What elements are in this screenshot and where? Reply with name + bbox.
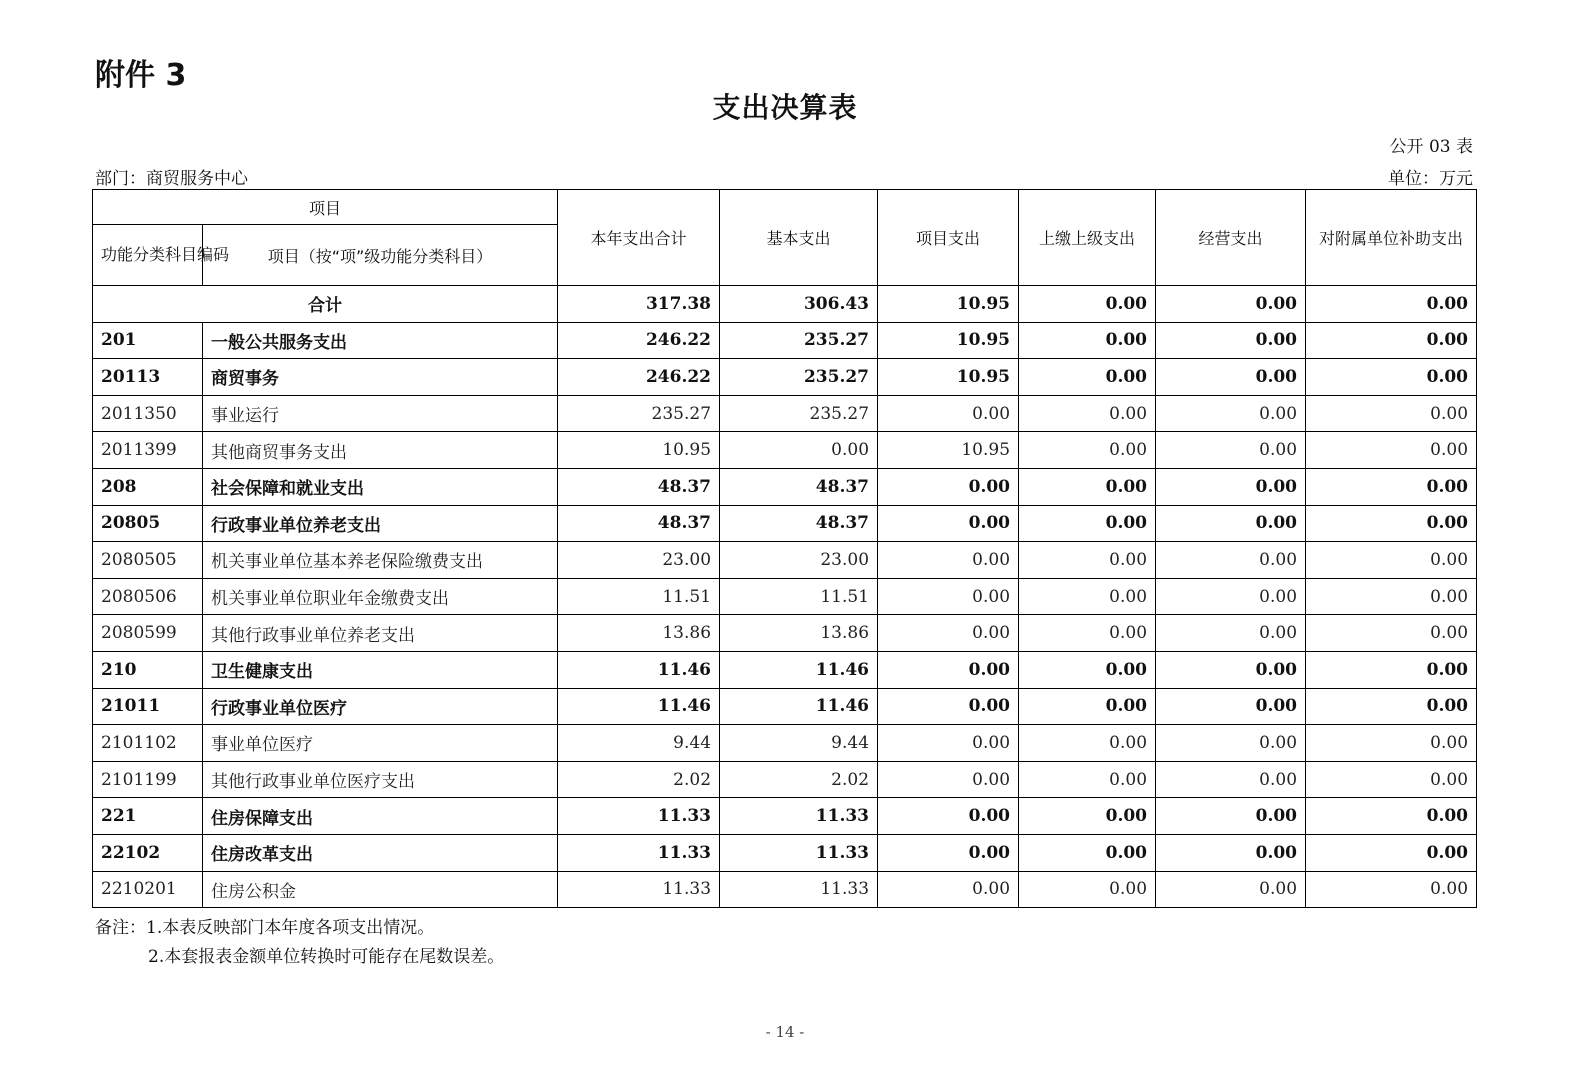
page-title: 支出决算表 [712, 91, 858, 124]
subsidy-cell: 0.00 [1306, 651, 1477, 688]
total-cell: 11.33 [558, 871, 720, 908]
total-cell: 11.33 [558, 834, 720, 871]
code-cell: 2080505 [93, 542, 203, 579]
table-row [93, 761, 1477, 798]
project-expense-cell: 0.00 [878, 834, 1019, 871]
table-row [93, 322, 1477, 359]
name-cell: 其他行政事业单位医疗支出 [203, 761, 558, 798]
basic-cell: 11.46 [720, 651, 878, 688]
header-upper-payment: 上缴上级支出 [1019, 190, 1156, 286]
subsidy-cell: 0.00 [1306, 688, 1477, 725]
table-row [93, 578, 1477, 615]
header-code: 功能分类科目编码 [93, 225, 203, 286]
upper-payment-cell: 0.00 [1019, 286, 1156, 323]
code-cell: 20805 [93, 505, 203, 542]
total-cell: 10.95 [558, 432, 720, 469]
project-expense-cell: 0.00 [878, 798, 1019, 835]
table-row [93, 725, 1477, 762]
project-expense-cell: 0.00 [878, 542, 1019, 579]
total-cell: 48.37 [558, 468, 720, 505]
subsidy-cell: 0.00 [1306, 395, 1477, 432]
code-cell: 210 [93, 651, 203, 688]
name-cell: 事业运行 [203, 395, 558, 432]
code-cell: 221 [93, 798, 203, 835]
business-cell: 0.00 [1156, 505, 1306, 542]
project-expense-cell: 10.95 [878, 359, 1019, 396]
table-row [93, 359, 1477, 396]
basic-cell: 48.37 [720, 505, 878, 542]
total-cell: 246.22 [558, 359, 720, 396]
business-cell: 0.00 [1156, 725, 1306, 762]
project-expense-cell: 0.00 [878, 468, 1019, 505]
subsidy-cell: 0.00 [1306, 834, 1477, 871]
total-cell: 246.22 [558, 322, 720, 359]
table-row [93, 615, 1477, 652]
subsidy-cell: 0.00 [1306, 542, 1477, 579]
header-project: 项目 [93, 190, 558, 225]
business-cell: 0.00 [1156, 761, 1306, 798]
total-cell: 317.38 [558, 286, 720, 323]
basic-cell: 2.02 [720, 761, 878, 798]
upper-payment-cell: 0.00 [1019, 395, 1156, 432]
name-cell: 卫生健康支出 [203, 651, 558, 688]
business-cell: 0.00 [1156, 871, 1306, 908]
page-number: - 14 - [765, 1023, 805, 1041]
business-cell: 0.00 [1156, 688, 1306, 725]
upper-payment-cell: 0.00 [1019, 834, 1156, 871]
total-cell: 9.44 [558, 725, 720, 762]
note-line-1: 备注：1.本表反映部门本年度各项支出情况。 [95, 918, 435, 938]
business-cell: 0.00 [1156, 651, 1306, 688]
code-cell: 208 [93, 468, 203, 505]
header-basic: 基本支出 [720, 190, 878, 286]
table-code: 公开 03 表 [1389, 137, 1473, 157]
basic-cell: 235.27 [720, 395, 878, 432]
project-expense-cell: 0.00 [878, 651, 1019, 688]
header-business: 经营支出 [1156, 190, 1306, 286]
subsidy-cell: 0.00 [1306, 798, 1477, 835]
basic-cell: 11.33 [720, 871, 878, 908]
code-cell: 22102 [93, 834, 203, 871]
basic-cell: 48.37 [720, 468, 878, 505]
business-cell: 0.00 [1156, 578, 1306, 615]
total-cell: 235.27 [558, 395, 720, 432]
project-expense-cell: 0.00 [878, 761, 1019, 798]
code-cell: 2011350 [93, 395, 203, 432]
upper-payment-cell: 0.00 [1019, 468, 1156, 505]
basic-cell: 11.33 [720, 834, 878, 871]
project-expense-cell: 0.00 [878, 505, 1019, 542]
basic-cell: 235.27 [720, 359, 878, 396]
header-total: 本年支出合计 [558, 190, 720, 286]
total-cell: 13.86 [558, 615, 720, 652]
subsidy-cell: 0.00 [1306, 322, 1477, 359]
name-cell: 住房公积金 [203, 871, 558, 908]
name-cell: 机关事业单位基本养老保险缴费支出 [203, 542, 558, 579]
total-cell: 23.00 [558, 542, 720, 579]
upper-payment-cell: 0.00 [1019, 651, 1156, 688]
business-cell: 0.00 [1156, 322, 1306, 359]
subsidy-cell: 0.00 [1306, 432, 1477, 469]
name-cell: 住房改革支出 [203, 834, 558, 871]
department-label: 部门：商贸服务中心 [95, 169, 248, 189]
basic-cell: 0.00 [720, 432, 878, 469]
subsidy-cell: 0.00 [1306, 359, 1477, 396]
code-cell: 2101199 [93, 761, 203, 798]
note-line-2: 2.本套报表金额单位转换时可能存在尾数误差。 [148, 947, 505, 967]
subsidy-cell: 0.00 [1306, 286, 1477, 323]
project-expense-cell: 0.00 [878, 725, 1019, 762]
table-row [93, 798, 1477, 835]
subsidy-cell: 0.00 [1306, 505, 1477, 542]
subsidy-cell: 0.00 [1306, 615, 1477, 652]
code-cell: 21011 [93, 688, 203, 725]
upper-payment-cell: 0.00 [1019, 359, 1156, 396]
name-cell: 事业单位医疗 [203, 725, 558, 762]
business-cell: 0.00 [1156, 359, 1306, 396]
business-cell: 0.00 [1156, 542, 1306, 579]
table-row [93, 468, 1477, 505]
upper-payment-cell: 0.00 [1019, 615, 1156, 652]
total-cell: 48.37 [558, 505, 720, 542]
upper-payment-cell: 0.00 [1019, 725, 1156, 762]
name-cell: 行政事业单位医疗 [203, 688, 558, 725]
business-cell: 0.00 [1156, 286, 1306, 323]
total-cell: 2.02 [558, 761, 720, 798]
business-cell: 0.00 [1156, 615, 1306, 652]
basic-cell: 11.46 [720, 688, 878, 725]
total-label: 合计 [93, 286, 558, 323]
project-expense-cell: 0.00 [878, 871, 1019, 908]
subsidy-cell: 0.00 [1306, 761, 1477, 798]
table-row [93, 834, 1477, 871]
subsidy-cell: 0.00 [1306, 725, 1477, 762]
basic-cell: 306.43 [720, 286, 878, 323]
code-cell: 201 [93, 322, 203, 359]
business-cell: 0.00 [1156, 834, 1306, 871]
code-cell: 2101102 [93, 725, 203, 762]
upper-payment-cell: 0.00 [1019, 542, 1156, 579]
upper-payment-cell: 0.00 [1019, 578, 1156, 615]
total-row [93, 286, 1477, 323]
code-cell: 2080506 [93, 578, 203, 615]
basic-cell: 23.00 [720, 542, 878, 579]
unit-label: 单位：万元 [1388, 169, 1473, 189]
name-cell: 行政事业单位养老支出 [203, 505, 558, 542]
table-row [93, 395, 1477, 432]
project-expense-cell: 0.00 [878, 615, 1019, 652]
code-cell: 2210201 [93, 871, 203, 908]
name-cell: 一般公共服务支出 [203, 322, 558, 359]
subsidy-cell: 0.00 [1306, 578, 1477, 615]
upper-payment-cell: 0.00 [1019, 688, 1156, 725]
upper-payment-cell: 0.00 [1019, 798, 1156, 835]
upper-payment-cell: 0.00 [1019, 322, 1156, 359]
subsidy-cell: 0.00 [1306, 468, 1477, 505]
basic-cell: 11.51 [720, 578, 878, 615]
name-cell: 住房保障支出 [203, 798, 558, 835]
project-expense-cell: 0.00 [878, 688, 1019, 725]
business-cell: 0.00 [1156, 468, 1306, 505]
basic-cell: 9.44 [720, 725, 878, 762]
business-cell: 0.00 [1156, 432, 1306, 469]
name-cell: 机关事业单位职业年金缴费支出 [203, 578, 558, 615]
upper-payment-cell: 0.00 [1019, 432, 1156, 469]
code-cell: 2011399 [93, 432, 203, 469]
project-expense-cell: 10.95 [878, 322, 1019, 359]
code-cell: 20113 [93, 359, 203, 396]
name-cell: 其他商贸事务支出 [203, 432, 558, 469]
upper-payment-cell: 0.00 [1019, 505, 1156, 542]
business-cell: 0.00 [1156, 798, 1306, 835]
attachment-label: 附件 3 [95, 58, 187, 93]
upper-payment-cell: 0.00 [1019, 871, 1156, 908]
code-cell: 2080599 [93, 615, 203, 652]
table-row [93, 871, 1477, 908]
table-row [93, 688, 1477, 725]
basic-cell: 235.27 [720, 322, 878, 359]
total-cell: 11.33 [558, 798, 720, 835]
total-cell: 11.46 [558, 651, 720, 688]
project-expense-cell: 0.00 [878, 578, 1019, 615]
project-expense-cell: 10.95 [878, 432, 1019, 469]
header-name: 项目（按“项”级功能分类科目） [203, 225, 558, 286]
name-cell: 社会保障和就业支出 [203, 468, 558, 505]
table-row [93, 651, 1477, 688]
project-expense-cell: 0.00 [878, 395, 1019, 432]
business-cell: 0.00 [1156, 395, 1306, 432]
total-cell: 11.51 [558, 578, 720, 615]
name-cell: 商贸事务 [203, 359, 558, 396]
header-project-expense: 项目支出 [878, 190, 1019, 286]
table-row [93, 505, 1477, 542]
project-expense-cell: 10.95 [878, 286, 1019, 323]
expenditure-table [92, 189, 1477, 908]
subsidy-cell: 0.00 [1306, 871, 1477, 908]
basic-cell: 11.33 [720, 798, 878, 835]
table-row [93, 432, 1477, 469]
name-cell: 其他行政事业单位养老支出 [203, 615, 558, 652]
table-row [93, 542, 1477, 579]
header-subsidy: 对附属单位补助支出 [1306, 190, 1477, 286]
basic-cell: 13.86 [720, 615, 878, 652]
upper-payment-cell: 0.00 [1019, 761, 1156, 798]
total-cell: 11.46 [558, 688, 720, 725]
